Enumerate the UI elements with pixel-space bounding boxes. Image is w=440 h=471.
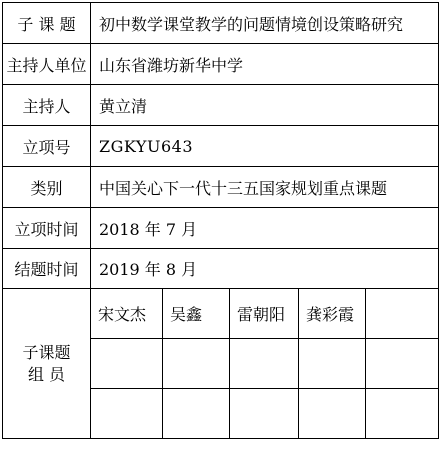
approval-date-label: 立项时间 (3, 208, 91, 249)
blank-cell (163, 339, 230, 389)
member-name: 宋文杰 (91, 289, 163, 339)
group-label-line1: 子课题 (22, 342, 71, 362)
project-info-form (2, 2, 438, 454)
member-name: 吴鑫 (163, 289, 230, 339)
blank-cell (366, 389, 439, 439)
blank-cell (230, 339, 299, 389)
host-unit-label: 主持人单位 (3, 44, 91, 85)
blank-cell (299, 339, 366, 389)
row-subtopic (3, 3, 439, 44)
host-value: 黄立清 (91, 85, 439, 126)
blank-cell (366, 339, 439, 389)
completion-date-label: 结题时间 (3, 249, 91, 289)
subtopic-label: 子 课 题 (3, 3, 91, 44)
row-members-names (3, 289, 439, 339)
blank-cell (91, 339, 163, 389)
group-label-line2: 组 员 (27, 364, 66, 384)
row-project-number (3, 126, 439, 167)
member-empty-cell (366, 289, 439, 339)
row-approval-date (3, 208, 439, 249)
project-number-label: 立项号 (3, 126, 91, 167)
member-name: 龚彩霞 (299, 289, 366, 339)
blank-cell (299, 389, 366, 439)
category-value: 中国关心下一代十三五国家规划重点课题 (91, 167, 439, 208)
group-members-label (3, 289, 91, 439)
approval-date-value: 2018 年 7 月 (91, 208, 439, 249)
row-completion-date (3, 249, 439, 289)
host-label: 主持人 (3, 85, 91, 126)
subtopic-value: 初中数学课堂教学的问题情境创设策略研究 (91, 3, 439, 44)
category-label: 类别 (3, 167, 91, 208)
blank-cell (230, 389, 299, 439)
project-number-value: ZGKYU643 (91, 126, 439, 167)
project-info-table (2, 2, 439, 439)
blank-cell (163, 389, 230, 439)
row-host-unit (3, 44, 439, 85)
blank-cell (91, 389, 163, 439)
row-category (3, 167, 439, 208)
host-unit-value: 山东省潍坊新华中学 (91, 44, 439, 85)
member-name: 雷朝阳 (230, 289, 299, 339)
completion-date-value: 2019 年 8 月 (91, 249, 439, 289)
row-host (3, 85, 439, 126)
